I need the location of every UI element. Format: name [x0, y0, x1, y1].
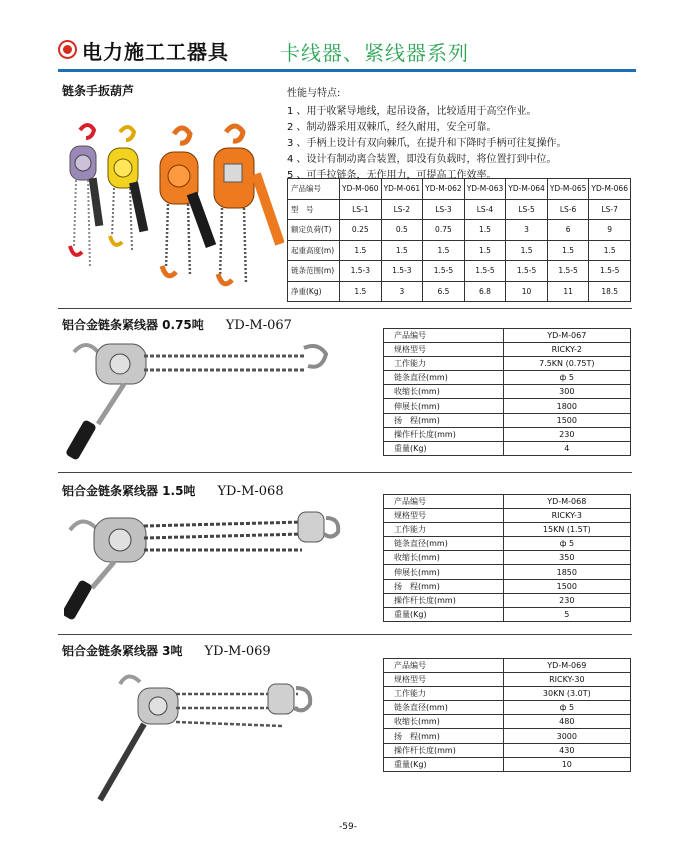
- hoist-spec-table: [287, 178, 631, 302]
- spec-value-cell: 7.5KN (0.75T): [503, 357, 630, 371]
- spec-value-cell: 1500: [503, 579, 630, 593]
- spec-label-cell: 重量(Kg): [384, 441, 504, 455]
- table-cell: YD-M-060: [340, 179, 382, 200]
- table-row: [384, 659, 631, 673]
- table-cell: 1.5-5: [464, 261, 506, 282]
- table-row: [384, 371, 631, 385]
- product-code: YD-M-067: [225, 318, 292, 333]
- spec-label-cell: 操作杆长度(mm): [384, 593, 504, 607]
- spec-value-cell: RICKY-30: [503, 673, 630, 687]
- table-row: [384, 385, 631, 399]
- table-cell: 1.5: [340, 240, 382, 261]
- spec-table-068: [383, 494, 631, 622]
- table-cell: 1.5-5: [589, 261, 631, 282]
- spec-label-cell: 工作能力: [384, 687, 504, 701]
- table-cell: YD-M-063: [464, 179, 506, 200]
- hoist-orange-icon: [160, 128, 216, 276]
- table-row: [384, 701, 631, 715]
- page-number: -59-: [339, 822, 357, 832]
- table-cell: 11: [547, 281, 589, 302]
- table-cell: YD-M-066: [589, 179, 631, 200]
- feature-item: 1 、用于收紧导地线，起吊设备，比较适用于高空作业。: [287, 106, 537, 117]
- product-code: YD-M-068: [217, 484, 284, 499]
- product-name: 铝合金链条紧线器 1.5吨: [62, 484, 196, 498]
- table-cell: 3: [381, 281, 423, 302]
- spec-label-cell: 工作能力: [384, 523, 504, 537]
- spec-value-cell: YD-M-067: [503, 329, 630, 343]
- spec-value-cell: ф 5: [503, 701, 630, 715]
- table-row: [288, 281, 631, 302]
- table-cell: 0.75: [423, 220, 465, 241]
- spec-value-cell: 480: [503, 715, 630, 729]
- row-label-cell: 产品编号: [288, 179, 340, 200]
- table-row: [384, 537, 631, 551]
- table-cell: 1.5: [547, 240, 589, 261]
- spec-value-cell: 10: [503, 757, 630, 771]
- spec-value-cell: 350: [503, 551, 630, 565]
- table-cell: 1.5: [464, 240, 506, 261]
- table-row: [384, 565, 631, 579]
- spec-label-cell: 产品编号: [384, 329, 504, 343]
- spec-value-cell: RICKY-2: [503, 343, 630, 357]
- table-cell: 9: [589, 220, 631, 241]
- table-row: [384, 687, 631, 701]
- feature-item: 3 、手柄上设计有双向棘爪，在提升和下降时手柄可往复操作。: [287, 138, 567, 149]
- table-row: [384, 329, 631, 343]
- spec-label-cell: 重量(Kg): [384, 757, 504, 771]
- table-cell: LS-5: [506, 199, 548, 220]
- spec-value-cell: 230: [503, 427, 630, 441]
- table-cell: YD-M-065: [547, 179, 589, 200]
- spec-value-cell: 300: [503, 385, 630, 399]
- section-divider: [58, 634, 632, 635]
- product-name: 铝合金链条紧线器 3吨: [62, 644, 183, 658]
- spec-value-cell: YD-M-069: [503, 659, 630, 673]
- spec-label-cell: 伸展长(mm): [384, 565, 504, 579]
- table-cell: 1.5: [381, 240, 423, 261]
- spec-label-cell: 工作能力: [384, 357, 504, 371]
- table-cell: LS-6: [547, 199, 589, 220]
- table-row: [288, 199, 631, 220]
- tensioner-068-photo: [64, 504, 354, 624]
- spec-label-cell: 伸展长(mm): [384, 399, 504, 413]
- features-title: 性能与特点:: [287, 88, 341, 99]
- table-row: [384, 551, 631, 565]
- table-cell: 1.5-3: [381, 261, 423, 282]
- spec-label-cell: 产品编号: [384, 495, 504, 509]
- table-cell: YD-M-061: [381, 179, 423, 200]
- spec-value-cell: 15KN (1.5T): [503, 523, 630, 537]
- table-row: [384, 607, 631, 621]
- table-cell: 10: [506, 281, 548, 302]
- table-row: [384, 427, 631, 441]
- table-cell: 18.5: [589, 281, 631, 302]
- table-cell: YD-M-064: [506, 179, 548, 200]
- table-row: [384, 343, 631, 357]
- table-row: [384, 579, 631, 593]
- table-cell: 6.8: [464, 281, 506, 302]
- table-row: [384, 509, 631, 523]
- row-label-cell: 链条范围(m): [288, 261, 340, 282]
- table-cell: 6: [547, 220, 589, 241]
- row-label-cell: 净重(Kg): [288, 281, 340, 302]
- table-cell: 1.5: [589, 240, 631, 261]
- product-code: YD-M-069: [204, 644, 271, 659]
- table-row: [384, 441, 631, 455]
- table-cell: 1.5: [423, 240, 465, 261]
- table-cell: 0.5: [381, 220, 423, 241]
- table-row: [288, 220, 631, 241]
- spec-label-cell: 产品编号: [384, 659, 504, 673]
- table-cell: 6.5: [423, 281, 465, 302]
- table-row: [288, 179, 631, 200]
- spec-value-cell: 1500: [503, 413, 630, 427]
- table-cell: 1.5: [464, 220, 506, 241]
- table-row: [384, 757, 631, 771]
- spec-value-cell: ф 5: [503, 537, 630, 551]
- feature-item: 4 、设计有制动离合装置，即没有负载时，将位置打到中位。: [287, 154, 557, 165]
- table-row: [384, 729, 631, 743]
- spec-label-cell: 链条直径(mm): [384, 371, 504, 385]
- spec-value-cell: 5: [503, 607, 630, 621]
- table-cell: 1.5-5: [506, 261, 548, 282]
- spec-label-cell: 操作杆长度(mm): [384, 427, 504, 441]
- table-row: [384, 357, 631, 371]
- spec-label-cell: 操作杆长度(mm): [384, 743, 504, 757]
- tensioner-067-photo: [64, 334, 344, 464]
- feature-item: 2 、制动器采用双棘爪，经久耐用，安全可靠。: [287, 122, 497, 133]
- product-title-069: [62, 642, 271, 659]
- table-cell: 0.25: [340, 220, 382, 241]
- spec-label-cell: 收缩长(mm): [384, 385, 504, 399]
- spec-label-cell: 扬 程(mm): [384, 579, 504, 593]
- spec-label-cell: 收缩长(mm): [384, 715, 504, 729]
- header-title: 电力施工工器具: [82, 40, 229, 64]
- spec-value-cell: 230: [503, 593, 630, 607]
- table-cell: 1.5: [506, 240, 548, 261]
- spec-value-cell: 1800: [503, 399, 630, 413]
- table-cell: 1.5-5: [547, 261, 589, 282]
- spec-table-067: [383, 328, 631, 456]
- page-header: [58, 36, 638, 76]
- table-row: [384, 523, 631, 537]
- section-divider: [58, 308, 632, 309]
- table-row: [384, 673, 631, 687]
- hoist-yellow-icon: [108, 127, 148, 250]
- section-divider: [58, 472, 632, 473]
- table-row: [384, 413, 631, 427]
- table-cell: 1.5: [340, 281, 382, 302]
- row-label-cell: 起重高度(m): [288, 240, 340, 261]
- bullseye-icon: [60, 42, 75, 57]
- lever-hoists-photo: [62, 118, 284, 288]
- spec-label-cell: 扬 程(mm): [384, 729, 504, 743]
- spec-value-cell: RICKY-3: [503, 509, 630, 523]
- table-cell: LS-1: [340, 199, 382, 220]
- spec-label-cell: 规格型号: [384, 509, 504, 523]
- row-label-cell: 额定负荷(T): [288, 220, 340, 241]
- table-row: [384, 715, 631, 729]
- features-list: [287, 86, 567, 184]
- table-cell: 3: [506, 220, 548, 241]
- spec-label-cell: 规格型号: [384, 343, 504, 357]
- spec-label-cell: 扬 程(mm): [384, 413, 504, 427]
- table-row: [288, 240, 631, 261]
- spec-value-cell: YD-M-068: [503, 495, 630, 509]
- table-row: [384, 743, 631, 757]
- header-subtitle: 卡线器、紧线器系列: [280, 41, 469, 65]
- spec-value-cell: 3000: [503, 729, 630, 743]
- product-title-067: [62, 316, 292, 333]
- spec-label-cell: 链条直径(mm): [384, 537, 504, 551]
- spec-value-cell: 1850: [503, 565, 630, 579]
- hoist-small-icon: [70, 125, 103, 268]
- product-title-068: [62, 482, 284, 499]
- header-rule: [58, 69, 636, 72]
- tensioner-069-photo: [82, 666, 342, 806]
- section-title-hoist: 链条手扳葫芦: [62, 84, 135, 98]
- table-row: [384, 399, 631, 413]
- spec-label-cell: 收缩长(mm): [384, 551, 504, 565]
- table-cell: LS-7: [589, 199, 631, 220]
- table-cell: 1.5-5: [423, 261, 465, 282]
- spec-value-cell: 430: [503, 743, 630, 757]
- spec-table-069: [383, 658, 631, 772]
- table-row: [288, 261, 631, 282]
- table-cell: 1.5-3: [340, 261, 382, 282]
- table-cell: LS-3: [423, 199, 465, 220]
- spec-value-cell: 4: [503, 441, 630, 455]
- table-row: [384, 495, 631, 509]
- table-cell: LS-4: [464, 199, 506, 220]
- hoist-orange-large-icon: [214, 126, 280, 284]
- spec-label-cell: 重量(Kg): [384, 607, 504, 621]
- spec-label-cell: 链条直径(mm): [384, 701, 504, 715]
- table-row: [384, 593, 631, 607]
- spec-value-cell: 30KN (3.0T): [503, 687, 630, 701]
- product-name: 铝合金链条紧线器 0.75吨: [62, 318, 204, 332]
- row-label-cell: 型 号: [288, 199, 340, 220]
- feature-item: 5 、可手拉链条，无作用力，可提高工作效率。: [287, 170, 497, 181]
- table-cell: YD-M-062: [423, 179, 465, 200]
- spec-label-cell: 规格型号: [384, 673, 504, 687]
- table-cell: LS-2: [381, 199, 423, 220]
- spec-value-cell: ф 5: [503, 371, 630, 385]
